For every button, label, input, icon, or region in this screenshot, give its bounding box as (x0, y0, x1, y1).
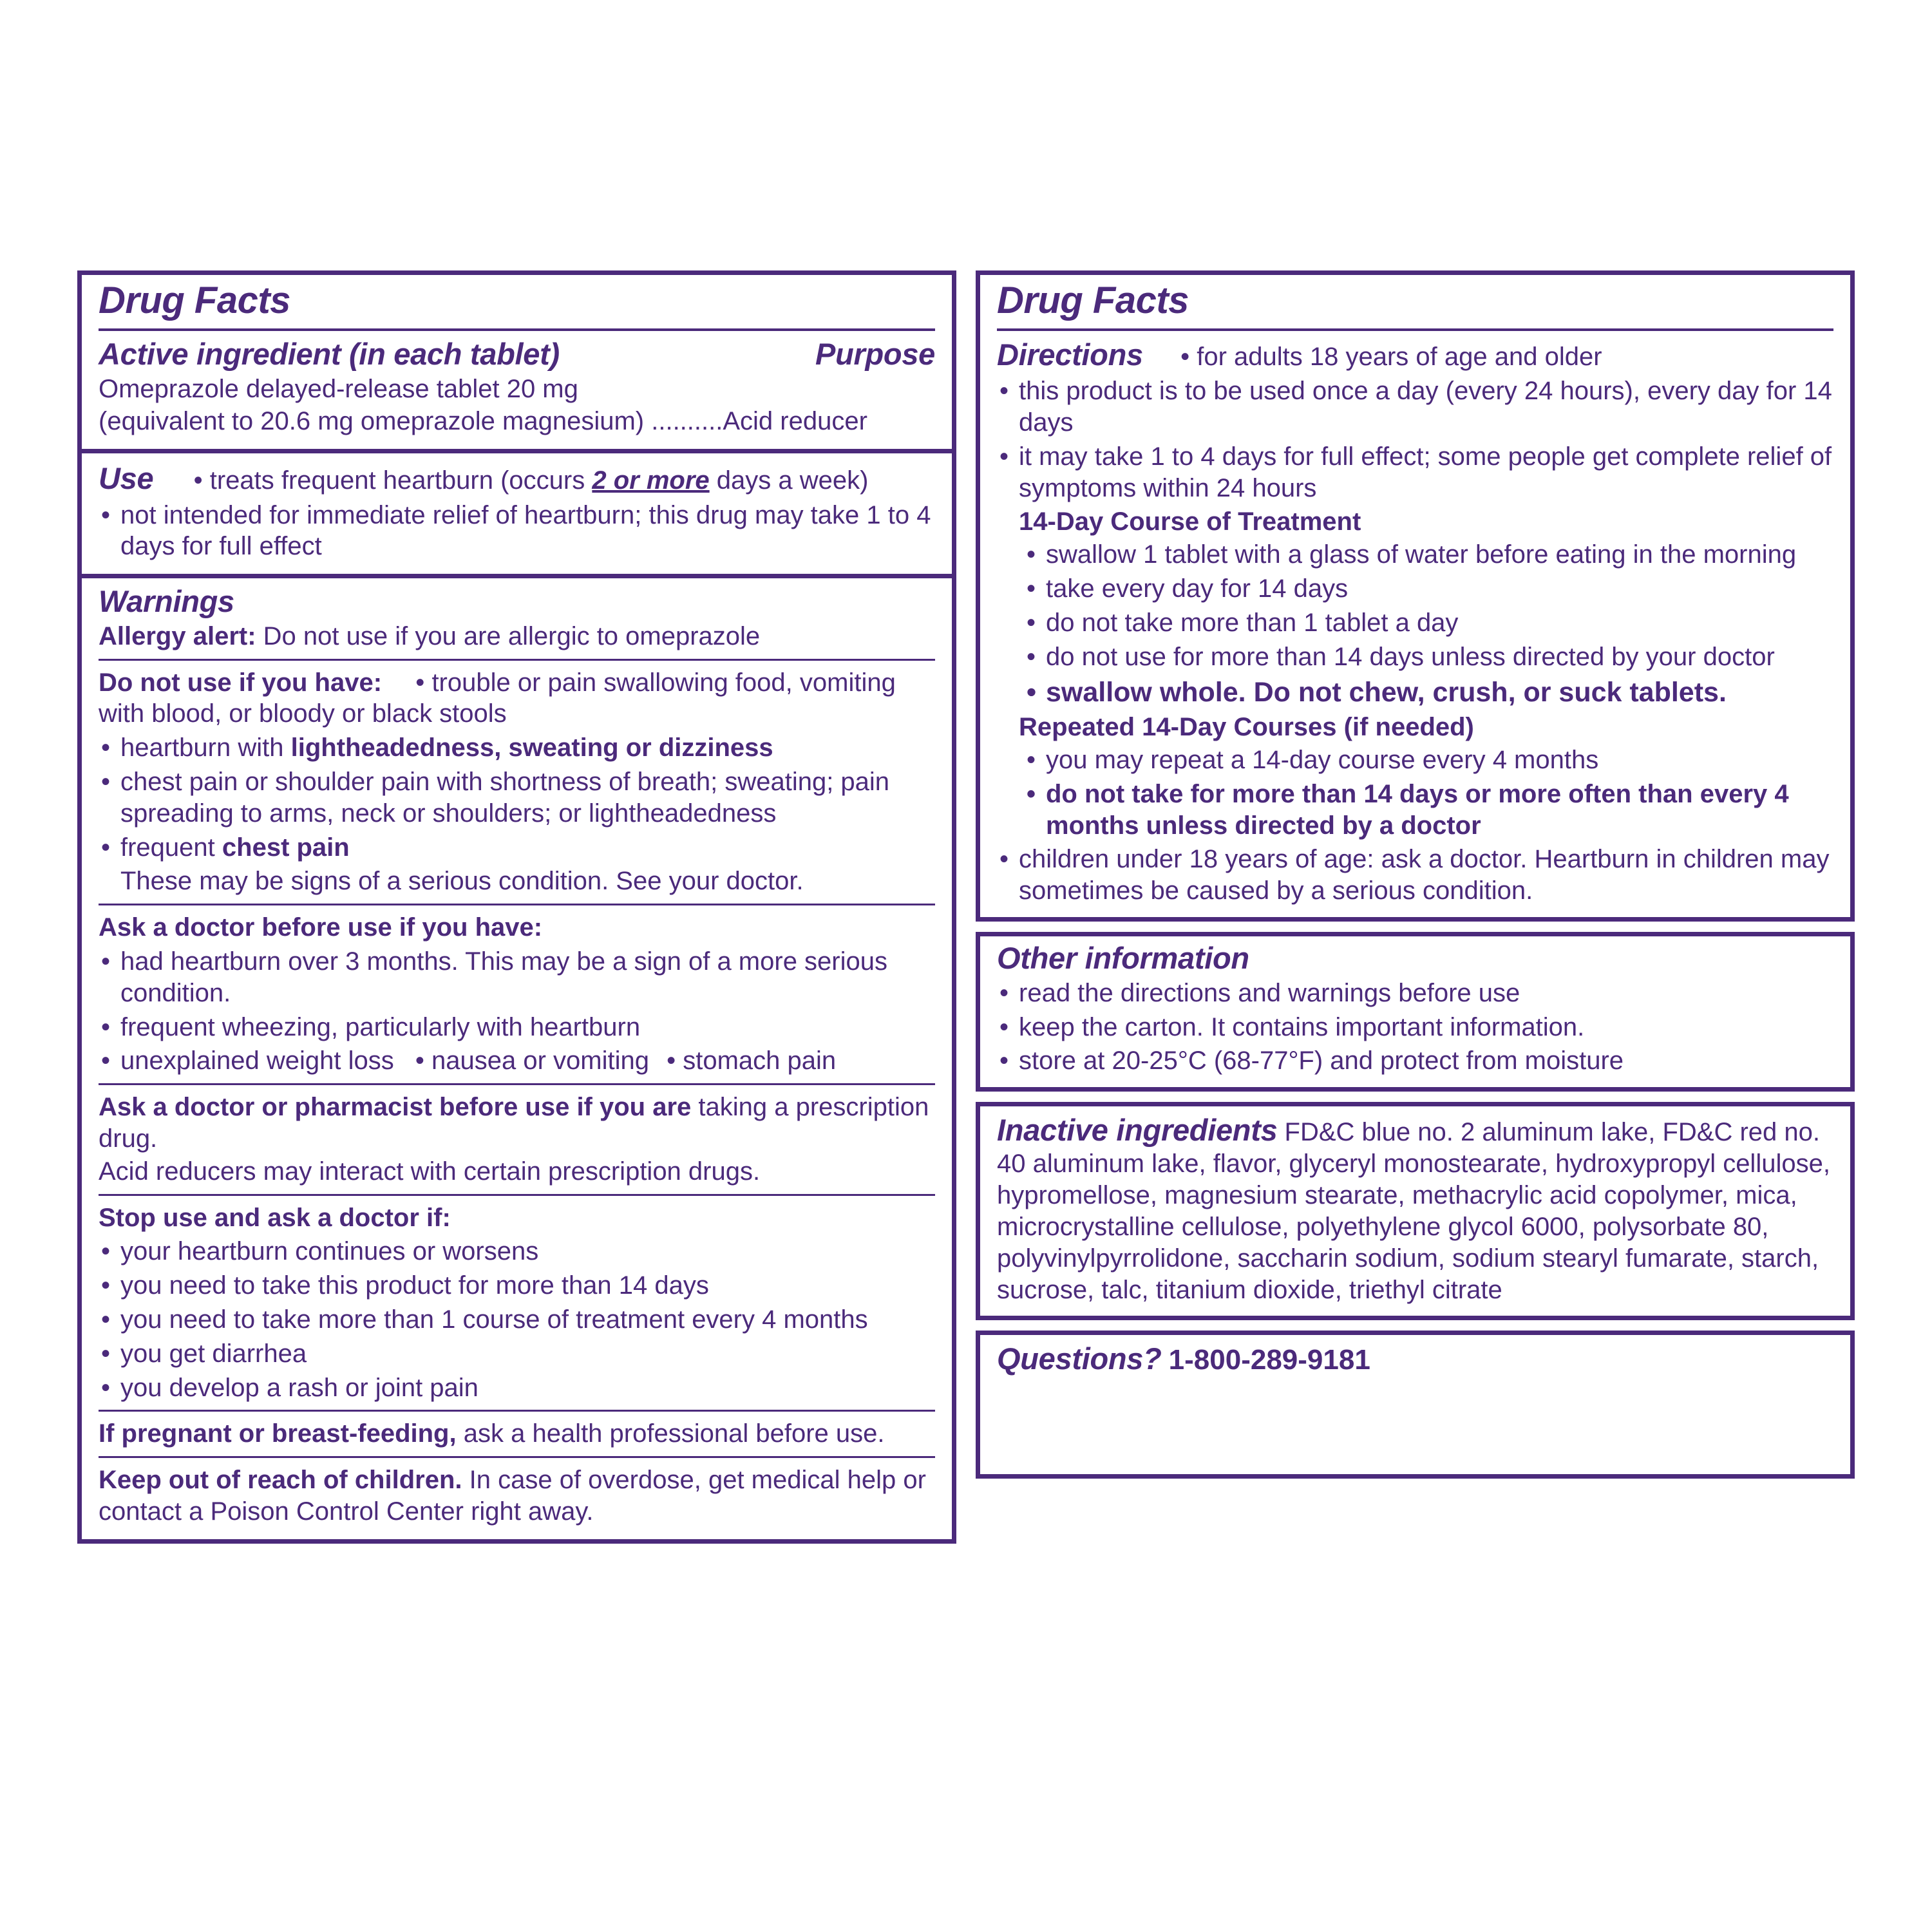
rule-after-do-not-use (99, 904, 935, 905)
warnings-block (77, 578, 956, 1544)
rule-after-pregnant (99, 1456, 935, 1458)
do-not-use-item-1: trouble or pain swallowing food, vomiting with blood, or bloody or black stools (99, 668, 896, 728)
use-item-2: • not intended for immediate relief of heartburn; this drug may take 1 to 4 days for full effect (99, 500, 935, 563)
active-ingredient-line-1: Omeprazole delayed-release tablet 20 mg (99, 374, 578, 403)
repeated-courses-list (997, 744, 1833, 841)
do-not-use-item-2-b: lightheadedness, sweating or dizziness (290, 734, 773, 762)
stop-use-item-4: • you get diarrhea (99, 1338, 935, 1370)
other-information-block (976, 932, 1855, 1092)
other-item-1: • read the directions and warnings before use (997, 978, 1833, 1009)
ask-doctor-item-3-text: unexplained weight loss (120, 1046, 394, 1075)
keep-out-line (99, 1464, 935, 1528)
drug-facts-title-left: Drug Facts (99, 279, 290, 321)
ask-doctor-item-4-text: nausea or vomiting (431, 1046, 649, 1075)
do-not-use-item-4-b: chest pain (222, 833, 350, 862)
allergy-alert-text: Do not use if you are allergic to omeprazole (256, 621, 761, 650)
do-not-use-list (99, 732, 935, 897)
do-not-use-item-4 (99, 832, 935, 864)
questions-phone[interactable]: 1-800-289-9181 (1168, 1344, 1370, 1376)
do-not-use-item-4-a: frequent (120, 833, 222, 862)
active-ingredient-section (82, 331, 952, 449)
ask-doctor-list (99, 946, 935, 1077)
pregnant-text: ask a health professional before use. (456, 1419, 885, 1448)
inactive-ingredients-heading: Inactive ingredients (997, 1113, 1278, 1148)
directions-item-2: • it may take 1 to 4 days for full effect; some people get complete relief of symptoms within 24 hours (997, 441, 1833, 504)
pharmacist-text: taking a prescription drug. (99, 1093, 929, 1153)
questions-heading: Questions? (997, 1341, 1162, 1376)
course-item-5: • swallow whole. Do not chew, crush, or suck tablets. (997, 676, 1833, 709)
questions-line (997, 1340, 1833, 1378)
do-not-use-note: These may be signs of a serious condition. See your doctor. (120, 867, 804, 896)
stop-use-item-2: • you need to take this product for more than 14 days (99, 1270, 935, 1302)
rule-after-stop-use (99, 1410, 935, 1412)
do-not-use-bullet-dot: • (415, 668, 425, 697)
directions-first-line (997, 336, 1833, 373)
use-list (99, 500, 935, 563)
course-of-treatment-heading: 14-Day Course of Treatment (1019, 507, 1361, 536)
active-ingredient-line-2: (equivalent to 20.6 mg omeprazole magnesium) ..........Acid reducer (99, 407, 867, 436)
children-item: • children under 18 years of age: ask a doctor. Heartburn in children may sometimes be caused by a serious condition. (997, 844, 1833, 907)
panel-container (77, 270, 1855, 1544)
do-not-use-line (99, 667, 935, 730)
stop-use-list (99, 1236, 935, 1403)
directions-heading: Directions (997, 337, 1143, 372)
right-header-block (976, 270, 1855, 922)
ask-doctor-item-5-text: stomach pain (683, 1046, 837, 1075)
other-item-2: • keep the carton. It contains important information. (997, 1012, 1833, 1043)
repeated-courses-heading: Repeated 14-Day Courses (if needed) (1019, 713, 1474, 742)
ask-doctor-item-2: • frequent wheezing, particularly with heartburn (99, 1012, 935, 1043)
allergy-alert-line (99, 621, 935, 652)
questions-section (980, 1335, 1850, 1388)
right-panel (976, 270, 1855, 1479)
rule-after-pharmacist (99, 1194, 935, 1196)
drug-facts-title-right: Drug Facts (997, 279, 1189, 321)
use-block (77, 453, 956, 578)
course-item-3: • do not take more than 1 tablet a day (997, 607, 1833, 639)
ask-doctor-item-1: • had heartburn over 3 months. This may be a sign of a more serious condition. (99, 946, 935, 1009)
inactive-ingredients-text-block (997, 1112, 1833, 1305)
directions-lead: for adults 18 years of age and older (1197, 342, 1602, 371)
do-not-use-item-2 (99, 732, 935, 764)
directions-section (980, 331, 1850, 917)
directions-lead-bullet-dot: • (1180, 342, 1190, 371)
repeat-item-1: • you may repeat a 14-day course every 4 months (997, 744, 1833, 776)
do-not-use-item-3: • chest pain or shoulder pain with shortness of breath; sweating; pain spreading to arms, neck or shoulders; or lightheadedness (99, 766, 935, 829)
pharmacist-label: Ask a doctor or pharmacist before use if you are (99, 1093, 692, 1122)
warnings-section (82, 578, 952, 1539)
directions-list (997, 375, 1833, 504)
stop-use-item-5: • you develop a rash or joint pain (99, 1372, 935, 1404)
use-section (82, 453, 952, 574)
rule-after-ask-doctor (99, 1083, 935, 1085)
warnings-heading: Warnings (99, 584, 234, 619)
active-ingredient-heading: Active ingredient (in each tablet) (99, 336, 560, 371)
directions-item-1: • this product is to be used once a day (every 24 hours), every day for 14 days (997, 375, 1833, 439)
allergy-alert-label: Allergy alert: (99, 621, 256, 650)
other-information-section (980, 936, 1850, 1087)
stop-use-label: Stop use and ask a doctor if: (99, 1203, 451, 1232)
use-bullet-dot: • (193, 466, 203, 495)
inactive-ingredients-text: FD&C blue no. 2 aluminum lake, FD&C red no. 40 aluminum lake, flavor, glyceryl monostearate, hydroxypropyl cellulose, hypromellose, magnesium stearate, methacrylic acid copolymer, mica, microcrystalline cellulose, polyethylene glycol 6000, polysorbate 80, polyvinylpyrrolidone, saccharin sodium, sodium stearyl fumarate, starch, sucrose, talc, titanium dioxide, triethyl citrate (997, 1118, 1830, 1304)
pregnant-line (99, 1418, 935, 1450)
questions-block (976, 1331, 1855, 1479)
other-item-3: • store at 20-25°C (68-77°F) and protect from moisture (997, 1045, 1833, 1077)
use-item-1-b: days a week) (709, 466, 869, 495)
course-item-2: • take every day for 14 days (997, 573, 1833, 605)
use-heading: Use (99, 461, 154, 496)
ask-doctor-label: Ask a doctor before use if you have: (99, 913, 543, 942)
use-item-1-a: treats frequent heartburn (occurs (209, 466, 592, 495)
use-item-1-emphasis: 2 or more (592, 466, 710, 495)
pregnant-label: If pregnant or breast-feeding, (99, 1419, 457, 1448)
inactive-ingredients-block (976, 1102, 1855, 1320)
use-first-line (99, 460, 935, 497)
stop-use-item-1: • your heartburn continues or worsens (99, 1236, 935, 1267)
children-list (997, 844, 1833, 907)
do-not-use-label: Do not use if you have: (99, 668, 383, 697)
repeat-item-2: • do not take for more than 14 days or more often than every 4 months unless directed by a doctor (997, 779, 1833, 842)
inactive-ingredients-section (980, 1106, 1850, 1316)
stop-use-item-3: • you need to take more than 1 course of treatment every 4 months (99, 1304, 935, 1336)
course-item-4: • do not use for more than 14 days unless directed by your doctor (997, 641, 1833, 673)
purpose-heading: Purpose (815, 336, 935, 371)
other-information-list (997, 978, 1833, 1077)
keep-out-text: In case of overdose, get medical help or contact a Poison Control Center right away. (99, 1466, 926, 1526)
pharmacist-line (99, 1092, 935, 1155)
keep-out-label: Keep out of reach of children. (99, 1466, 462, 1495)
left-panel (77, 270, 956, 1544)
rule-after-allergy (99, 659, 935, 661)
course-item-1: • swallow 1 tablet with a glass of water before eating in the morning (997, 539, 1833, 571)
other-information-heading: Other information (997, 941, 1249, 976)
left-header-block (77, 270, 956, 453)
ask-doctor-item-3: • unexplained weight loss • nausea or vomiting • stomach pain (99, 1045, 935, 1077)
active-ingredient-header-row (99, 337, 935, 371)
do-not-use-item-2-a: heartburn with (120, 734, 291, 762)
course-of-treatment-list (997, 539, 1833, 709)
pharmacist-line-2: Acid reducers may interact with certain prescription drugs. (99, 1157, 761, 1186)
